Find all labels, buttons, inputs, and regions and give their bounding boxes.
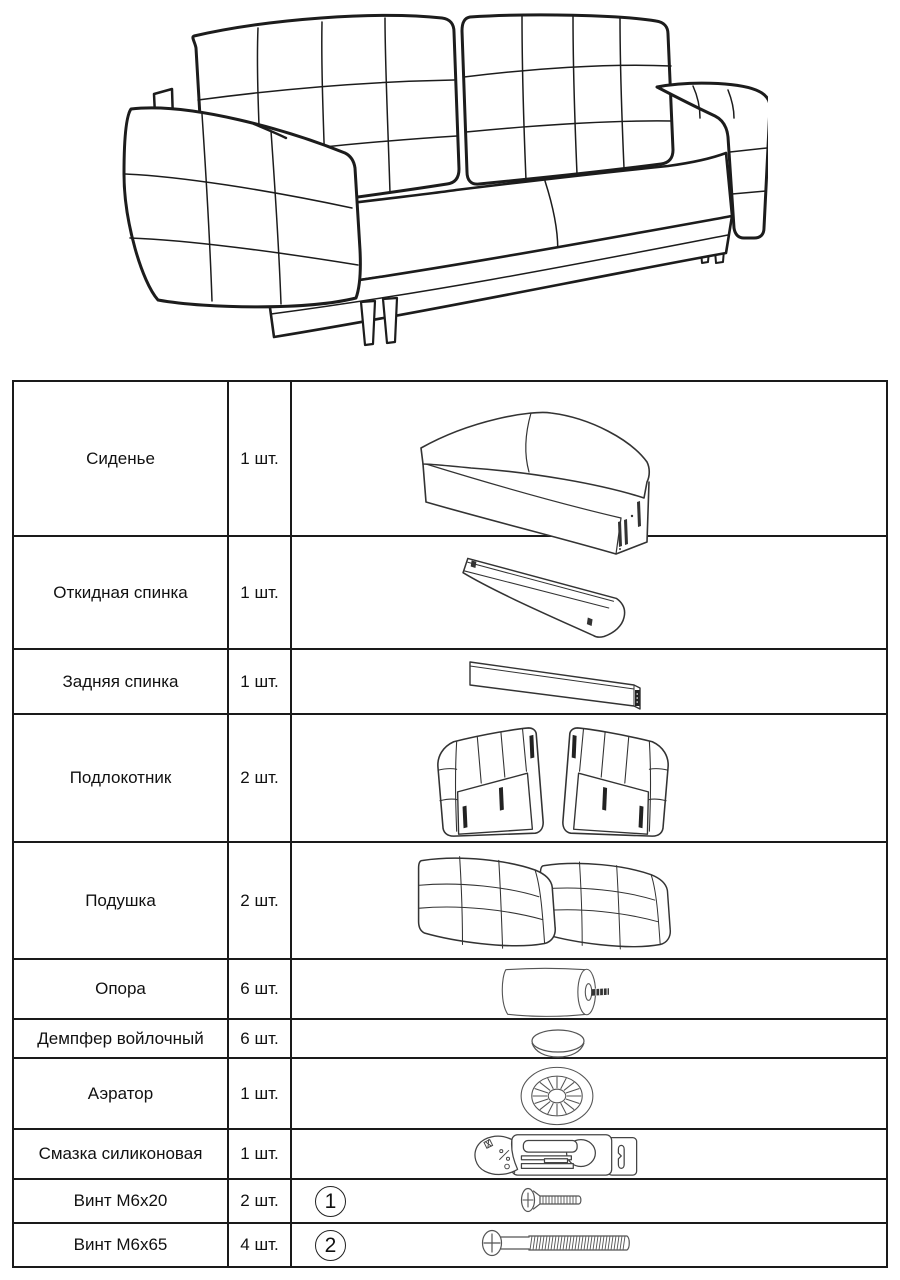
part-qty: 1 шт. <box>229 537 292 648</box>
ref-number-badge: 2 <box>315 1230 346 1261</box>
part-qty: 6 шт. <box>229 1020 292 1057</box>
folding-backrest-illustration-icon <box>444 547 644 647</box>
part-name: Откидная спинка <box>14 537 229 648</box>
part-name: Подлокотник <box>14 715 229 841</box>
part-name: Демпфер войлочный <box>14 1020 229 1057</box>
part-name: Аэратор <box>14 1059 229 1128</box>
part-name: Смазка силиконовая <box>14 1130 229 1178</box>
table-row <box>14 650 886 715</box>
part-qty: 1 шт. <box>229 1130 292 1178</box>
part-qty: 1 шт. <box>229 650 292 713</box>
parts-table <box>12 380 888 1268</box>
table-row <box>14 1130 886 1180</box>
table-row <box>14 1224 886 1266</box>
table-row <box>14 1180 886 1224</box>
table-row <box>14 1020 886 1059</box>
part-qty: 1 шт. <box>229 1059 292 1128</box>
armrest-illustration-icon <box>424 726 684 844</box>
leg-support-illustration-icon <box>489 966 624 1018</box>
part-qty: 4 шт. <box>229 1224 292 1266</box>
part-qty: 1 шт. <box>229 382 292 535</box>
part-qty: 2 шт. <box>229 843 292 958</box>
part-name: Сиденье <box>14 382 229 535</box>
part-name: Винт М6х20 <box>14 1180 229 1222</box>
part-qty: 6 шт. <box>229 960 292 1018</box>
rear-back-panel-illustration-icon <box>464 656 649 711</box>
part-name: Подушка <box>14 843 229 958</box>
screw-m6x65-illustration-icon <box>481 1228 636 1260</box>
felt-damper-illustration-icon <box>529 1028 589 1058</box>
screw-m6x20-illustration-icon <box>519 1186 589 1214</box>
part-name: Задняя спинка <box>14 650 229 713</box>
table-row <box>14 960 886 1020</box>
cushions-illustration-icon <box>409 849 684 954</box>
part-name: Винт М6х65 <box>14 1224 229 1266</box>
table-row <box>14 843 886 960</box>
ref-number-badge: 1 <box>315 1186 346 1217</box>
table-row <box>14 715 886 843</box>
seat-part-illustration-icon <box>411 406 661 556</box>
table-row <box>14 537 886 650</box>
part-qty: 2 шт. <box>229 715 292 841</box>
part-qty: 2 шт. <box>229 1180 292 1222</box>
part-name: Опора <box>14 960 229 1018</box>
aerator-illustration-icon <box>517 1064 597 1128</box>
sofa-line-drawing-icon <box>108 2 768 352</box>
silicone-grease-illustration-icon <box>466 1130 646 1178</box>
table-row <box>14 382 886 537</box>
table-row <box>14 1059 886 1130</box>
